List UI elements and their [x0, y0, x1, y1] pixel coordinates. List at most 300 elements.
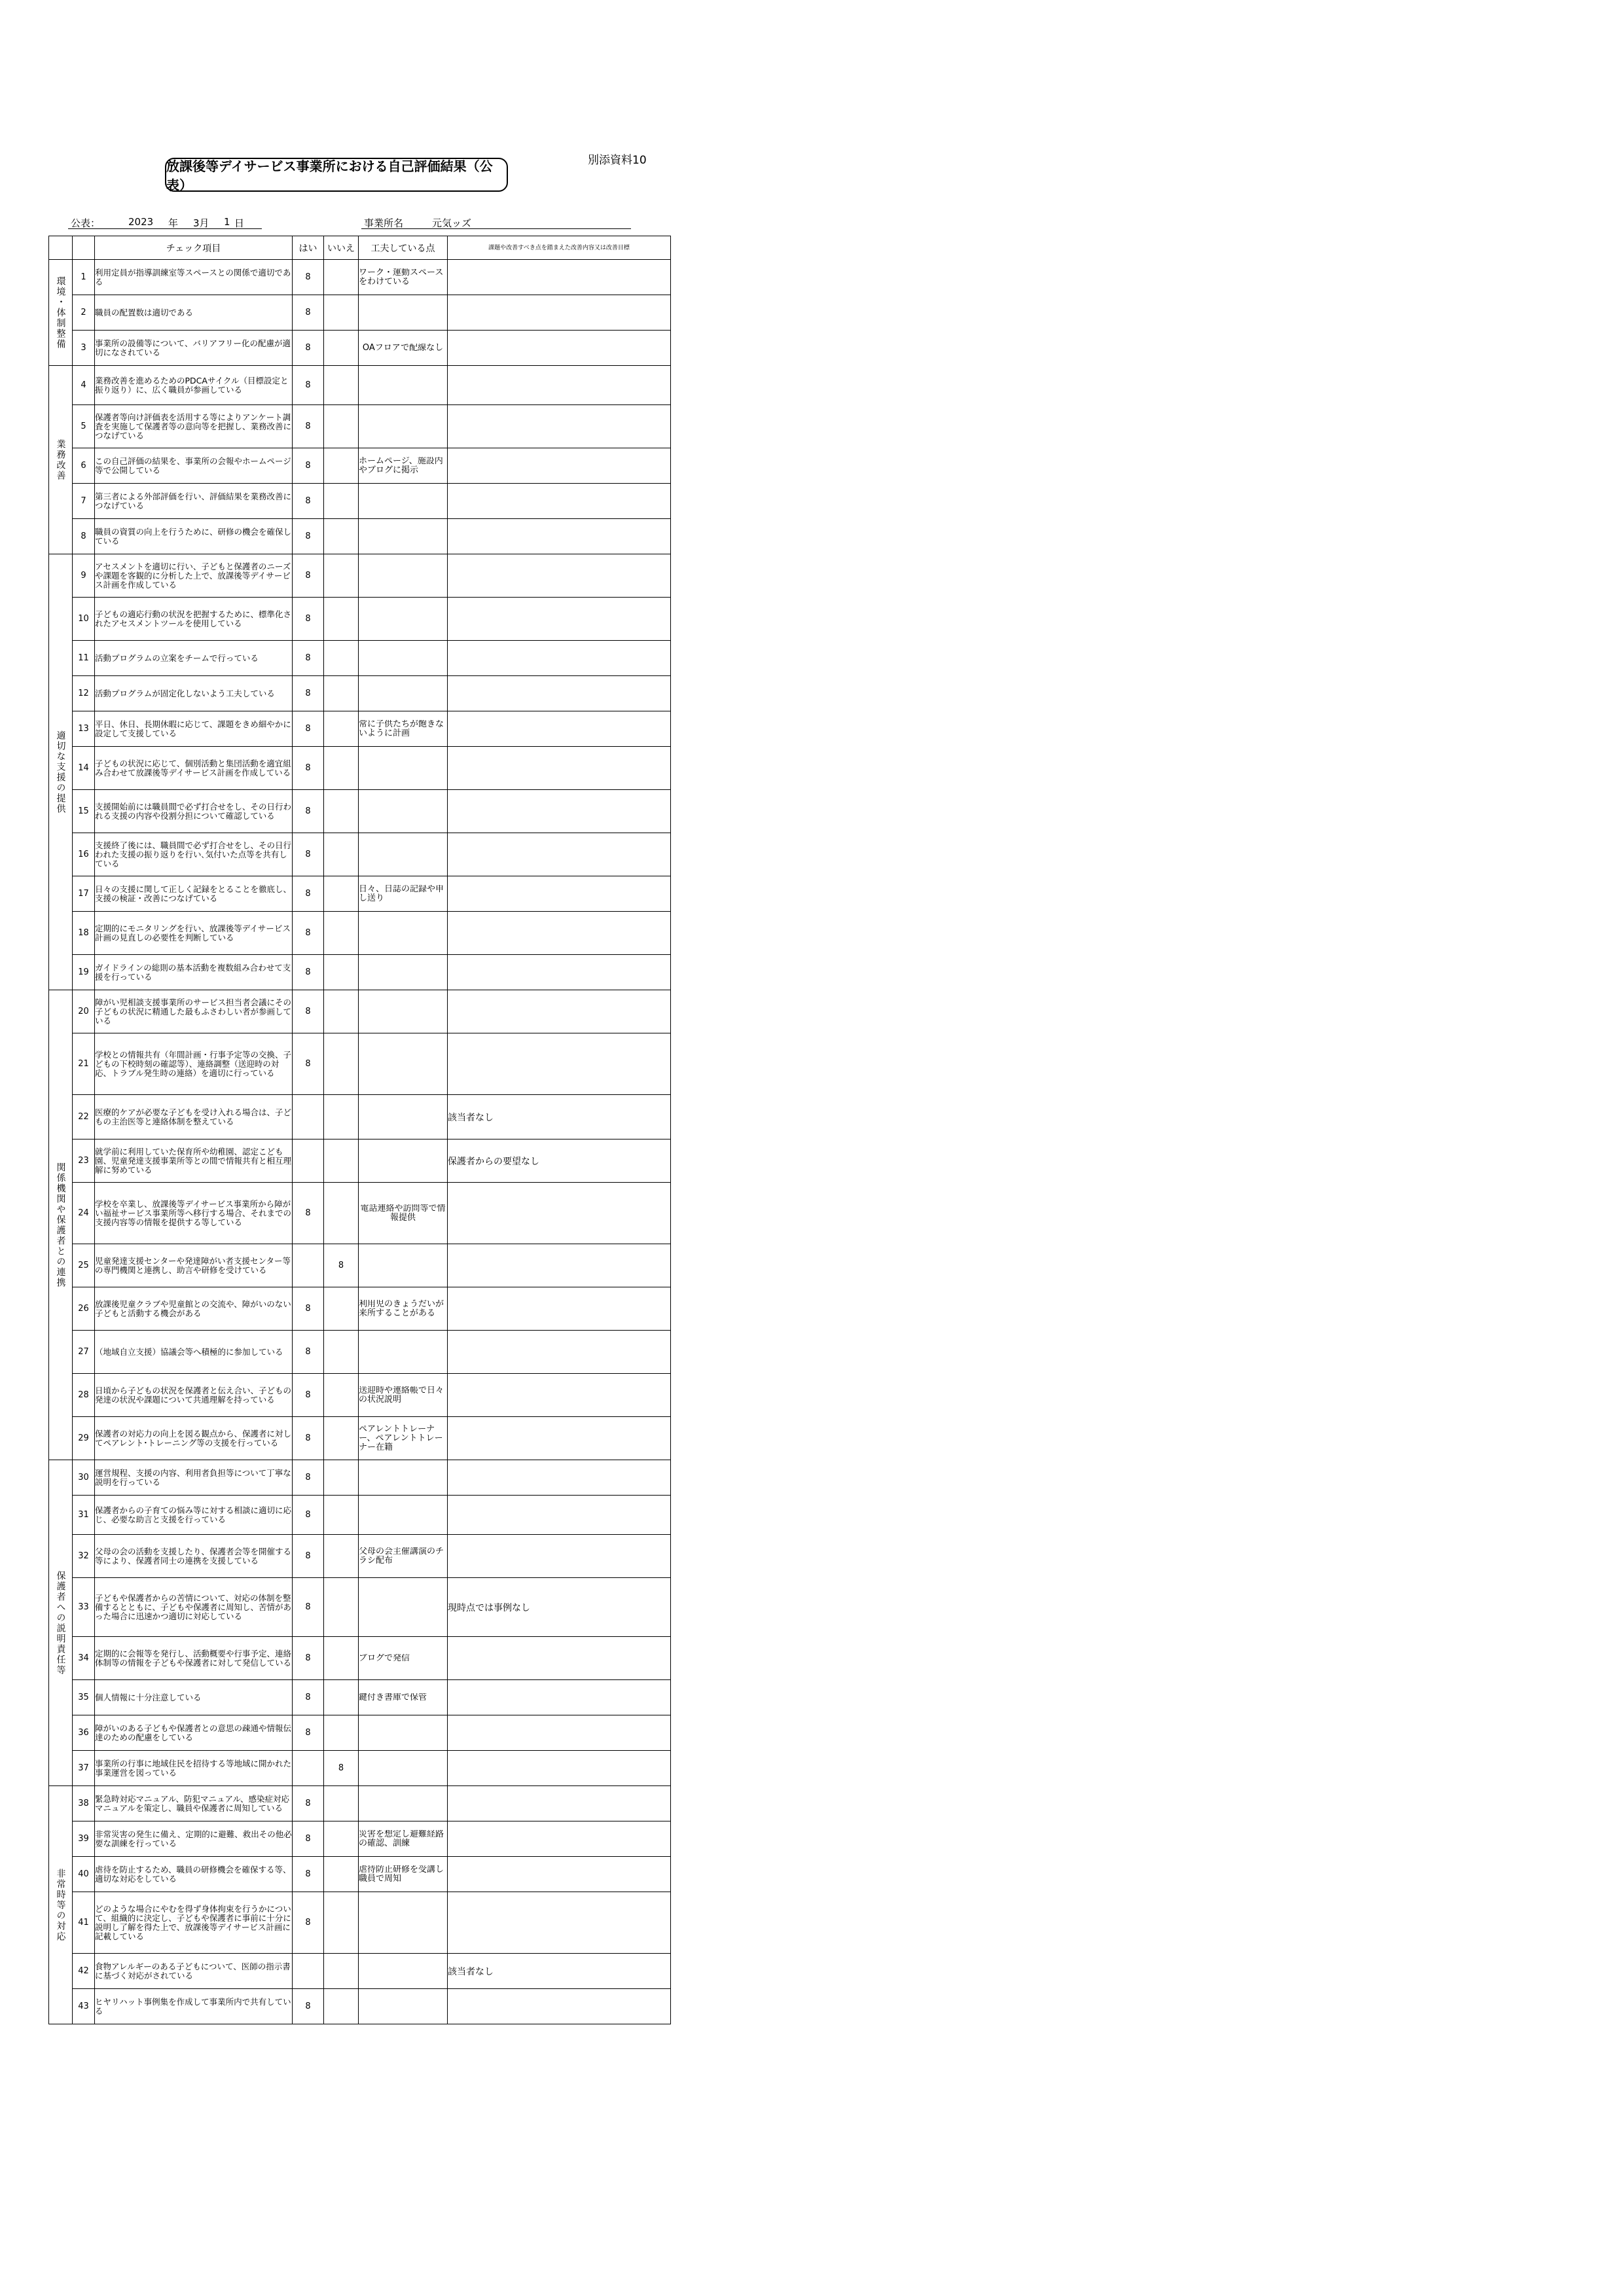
table-row [49, 484, 671, 519]
kufu-text-content: 日々、日誌の記録や申し送り [359, 884, 444, 903]
item-number: 39 [73, 1821, 95, 1857]
kufu-text [359, 1786, 448, 1821]
kufu-text [359, 1374, 448, 1417]
kufu-text [359, 1892, 448, 1954]
no-count [324, 1821, 359, 1857]
check-item-text [95, 833, 293, 876]
issue-text [448, 1821, 671, 1857]
check-item-text [95, 1374, 293, 1417]
item-number: 27 [73, 1331, 95, 1374]
issue-text [448, 955, 671, 990]
check-item-text-content: 事業所の設備等について、バリアフリー化の配慮が適切になされている [95, 338, 291, 357]
check-item-text-content: 子どもや保護者からの苦情について、対応の体制を整備するとともに、子どもや保護者に周知し、苦情があった場合に迅速かつ適切に対応している [95, 1593, 292, 1621]
item-number: 5 [73, 405, 95, 448]
check-item-text [95, 1331, 293, 1374]
kufu-text-content: OAフロアで配線なし [362, 343, 444, 353]
check-item-text-content: 活動プログラムの立案をチームで行っている [95, 653, 259, 663]
table-row [49, 366, 671, 405]
yes-count: 8 [293, 1460, 324, 1496]
no-count [324, 295, 359, 331]
item-number: 16 [73, 833, 95, 876]
check-item-text [95, 1857, 293, 1892]
table-row [49, 641, 671, 676]
no-count [324, 1786, 359, 1821]
table-row [49, 711, 671, 747]
no-count [324, 1535, 359, 1578]
check-item-text [95, 1033, 293, 1095]
kufu-text [359, 1578, 448, 1637]
check-item-text-content: 事業所の行事に地域住民を招待する等地域に開かれた事業運営を図っている [95, 1759, 292, 1778]
issue-text: 該当者なし [448, 1954, 671, 1989]
table-row [49, 676, 671, 711]
yes-count [293, 1751, 324, 1786]
item-number: 7 [73, 484, 95, 519]
no-count [324, 331, 359, 366]
yes-count: 8 [293, 912, 324, 955]
issue-text [448, 1331, 671, 1374]
issue-text [448, 676, 671, 711]
item-number: 2 [73, 295, 95, 331]
kufu-text-content: ワーク・運動スペースをわけている [359, 268, 444, 287]
no-count [324, 405, 359, 448]
category-label: 関係機関や保護者との連携 [49, 990, 73, 1460]
table-row [49, 955, 671, 990]
item-number: 3 [73, 331, 95, 366]
yes-count: 8 [293, 641, 324, 676]
issue-text [448, 876, 671, 912]
item-number: 21 [73, 1033, 95, 1095]
item-number: 37 [73, 1751, 95, 1786]
check-item-text-content: 学校との情報共有（年間計画・行事予定等の交換、子どもの下校時刻の確認等）、連絡調整（送迎時の対応、トラブル発生時の連絡）を適切に行っている [95, 1050, 292, 1078]
check-item-text [95, 912, 293, 955]
no-count [324, 955, 359, 990]
kufu-text [359, 1417, 448, 1460]
day-unit: 日 [234, 217, 245, 229]
category-label: 非常時等の対応 [49, 1786, 73, 2024]
check-item-text [95, 1892, 293, 1954]
table-row [49, 1821, 671, 1857]
publish-year: 2023 [128, 216, 154, 228]
kufu-text-content: 送迎時や連絡帳で日々の状況説明 [359, 1386, 444, 1405]
check-item-text-content: 保護者等向け評価表を活用する等によりアンケート調査を実施して保護者等の意向等を把握し、業務改善につなげている [95, 412, 292, 440]
issue-text [448, 1287, 671, 1331]
table-row [49, 1460, 671, 1496]
yes-count: 8 [293, 711, 324, 747]
kufu-text [359, 1989, 448, 2024]
item-number: 8 [73, 519, 95, 554]
check-item-text-content: 定期的に会報等を発行し、活動概要や行事予定、連絡体制等の情報を子どもや保護者に対して発信している [95, 1649, 292, 1668]
kufu-text [359, 876, 448, 912]
check-item-text [95, 1786, 293, 1821]
yes-count: 8 [293, 990, 324, 1033]
kufu-text [359, 1033, 448, 1095]
check-item-text-content: 医療的ケアが必要な子どもを受け入れる場合は、子どもの主治医等と連絡体制を整えている [95, 1107, 292, 1126]
item-number: 20 [73, 990, 95, 1033]
yes-count: 8 [293, 1287, 324, 1331]
no-count [324, 990, 359, 1033]
no-count [324, 641, 359, 676]
table-row [49, 1535, 671, 1578]
check-item-text-content: 運営規程、支援の内容、利用者負担等について丁寧な説明を行っている [95, 1468, 291, 1487]
yes-count: 8 [293, 1417, 324, 1460]
item-number: 36 [73, 1715, 95, 1751]
issue-text: 該当者なし [448, 1095, 671, 1139]
no-count [324, 1680, 359, 1715]
no-count [324, 366, 359, 405]
check-item-text-content: 児童発達支援センターや発達障がい者支援センター等の専門機関と連携し、助言や研修を受けている [95, 1256, 291, 1275]
yes-count: 8 [293, 366, 324, 405]
yes-count: 8 [293, 260, 324, 295]
yes-count: 8 [293, 790, 324, 833]
kufu-text [359, 1183, 448, 1244]
no-count [324, 598, 359, 641]
no-count [324, 1095, 359, 1139]
kufu-text [359, 598, 448, 641]
issue-text [448, 641, 671, 676]
check-item-text-content: 保護者からの子育ての悩み等に対する相談に適切に応じ、必要な助言と支援を行っている [95, 1505, 292, 1524]
issue-text [448, 1244, 671, 1287]
kufu-text [359, 1095, 448, 1139]
kufu-text-content: 常に子供たちが飽きないように計画 [359, 719, 444, 738]
yes-count: 8 [293, 1680, 324, 1715]
no-count [324, 1417, 359, 1460]
check-item-text [95, 1680, 293, 1715]
yes-count: 8 [293, 1496, 324, 1535]
no-count [324, 1460, 359, 1496]
kufu-text-content: 虐待防止研修を受講し職員で周知 [359, 1865, 444, 1884]
table-row [49, 1786, 671, 1821]
check-item-text [95, 1578, 293, 1637]
check-item-text [95, 366, 293, 405]
check-item-text [95, 1417, 293, 1460]
kufu-text [359, 331, 448, 366]
check-item-text [95, 260, 293, 295]
issue-text [448, 1535, 671, 1578]
check-item-text-content: 子どもの状況に応じて、個別活動と集団活動を適宜組み合わせて放課後等デイサービス計画を作成している [95, 759, 291, 778]
check-item-text-content: 緊急時対応マニュアル、防犯マニュアル、感染症対応マニュアルを策定し、職員や保護者に周知している [95, 1794, 290, 1813]
kufu-text [359, 1857, 448, 1892]
kufu-text [359, 1954, 448, 1989]
issue-text: 保護者からの要望なし [448, 1139, 671, 1183]
publish-label: 公表： [71, 217, 101, 229]
check-item-text [95, 295, 293, 331]
check-item-text-content: 父母の会の活動を支援したり、保護者会等を開催する等により、保護者同士の連携を支援している [95, 1547, 292, 1566]
check-item-text-content: 食物アレルギーのある子どもについて、医師の指示書に基づく対応がされている [95, 1962, 291, 1981]
publish-month: 3月 [193, 217, 209, 229]
issue-text [448, 747, 671, 790]
issue-text [448, 448, 671, 484]
kufu-text [359, 1460, 448, 1496]
item-number: 32 [73, 1535, 95, 1578]
issue-text [448, 1680, 671, 1715]
table-row [49, 1751, 671, 1786]
check-item-text [95, 598, 293, 641]
yes-count: 8 [293, 676, 324, 711]
annex-label: 別添資料10 [588, 154, 647, 167]
issue-text [448, 1374, 671, 1417]
header-number-cell [73, 236, 95, 260]
check-item-text [95, 448, 293, 484]
table-row [49, 1374, 671, 1417]
issue-text [448, 1183, 671, 1244]
table-row [49, 876, 671, 912]
item-number: 18 [73, 912, 95, 955]
kufu-text [359, 955, 448, 990]
check-item-text-content: 日々の支援に関して正しく記録をとることを徹底し、支援の検証・改善につなげている [95, 884, 292, 903]
issue-text [448, 1751, 671, 1786]
item-number: 26 [73, 1287, 95, 1331]
check-item-text [95, 676, 293, 711]
item-number: 12 [73, 676, 95, 711]
kufu-text [359, 990, 448, 1033]
kufu-text [359, 1680, 448, 1715]
item-number: 10 [73, 598, 95, 641]
check-item-text-content: 定期的にモニタリングを行い、放課後等デイサービス計画の見直しの必要性を判断している [95, 924, 291, 942]
item-number: 4 [73, 366, 95, 405]
no-count [324, 1954, 359, 1989]
table-row [49, 1417, 671, 1460]
issue-text [448, 833, 671, 876]
item-number: 9 [73, 554, 95, 598]
item-number: 41 [73, 1892, 95, 1954]
check-item-text-content: ガイドラインの総則の基本活動を複数組み合わせて支援を行っている [95, 963, 291, 982]
yes-count: 8 [293, 1857, 324, 1892]
table-row [49, 1715, 671, 1751]
item-number: 31 [73, 1496, 95, 1535]
check-item-text [95, 554, 293, 598]
yes-count [293, 1139, 324, 1183]
table-row [49, 1033, 671, 1095]
kufu-text [359, 448, 448, 484]
check-item-text-content: この自己評価の結果を、事業所の会報やホームページ等で公開している [95, 456, 291, 475]
no-count [324, 1331, 359, 1374]
check-item-text-content: 個人情報に十分注意している [95, 1693, 202, 1702]
issue-text [448, 990, 671, 1033]
issue-text [448, 1989, 671, 2024]
kufu-text [359, 1637, 448, 1680]
no-count [324, 484, 359, 519]
publish-date-underline [68, 228, 262, 229]
check-item-text [95, 876, 293, 912]
table-row [49, 1287, 671, 1331]
header-no: いいえ [324, 236, 359, 260]
check-item-text [95, 1637, 293, 1680]
kufu-text-content: 電話連絡や訪問等で情報提供 [360, 1204, 446, 1223]
kufu-text [359, 405, 448, 448]
check-item-text-content: アセスメントを適切に行い、子どもと保護者のニーズや課題を客観的に分析した上で、放課後等デイサービス計画を作成している [95, 562, 291, 590]
yes-count: 8 [293, 1821, 324, 1857]
kufu-text-content: 鍵付き書庫で保管 [359, 1693, 427, 1702]
item-number: 42 [73, 1954, 95, 1989]
check-item-text [95, 1751, 293, 1786]
kufu-text [359, 1244, 448, 1287]
item-number: 34 [73, 1637, 95, 1680]
check-item-text-content: どのような場合にやむを得ず身体拘束を行うかについて、組織的に決定し、子どもや保護者に事前に十分に説明し了解を得た上で、放課後等デイサービス計画に記載している [95, 1904, 291, 1941]
table-row [49, 1095, 671, 1139]
table-row [49, 1496, 671, 1535]
kufu-text [359, 1139, 448, 1183]
yes-count [293, 1095, 324, 1139]
no-count [324, 833, 359, 876]
publish-day: 1 [224, 216, 230, 228]
check-item-text [95, 1095, 293, 1139]
yes-count: 8 [293, 598, 324, 641]
check-item-text [95, 1460, 293, 1496]
issue-text [448, 912, 671, 955]
check-item-text-content: 子どもの適応行動の状況を把握するために、標準化されたアセスメントツールを使用している [95, 609, 292, 628]
issue-text [448, 295, 671, 331]
issue-text [448, 1460, 671, 1496]
check-item-text [95, 1287, 293, 1331]
check-item-text-content: 学校を卒業し、放課後等デイサービス事業所から障がい福祉サービス事業所等へ移行する場合、それまでの支援内容等の情報を提供する等している [95, 1199, 292, 1227]
table-row [49, 833, 671, 876]
yes-count: 8 [293, 448, 324, 484]
item-number: 33 [73, 1578, 95, 1637]
issue-text [448, 1786, 671, 1821]
yes-count: 8 [293, 1637, 324, 1680]
category-label: 業務改善 [49, 366, 73, 554]
item-number: 35 [73, 1680, 95, 1715]
no-count [324, 1496, 359, 1535]
kufu-text [359, 833, 448, 876]
table-row [49, 331, 671, 366]
no-count [324, 1033, 359, 1095]
check-item-text [95, 1954, 293, 1989]
kufu-text [359, 1535, 448, 1578]
kufu-text [359, 295, 448, 331]
issue-text: 現時点では事例なし [448, 1578, 671, 1637]
kufu-text [359, 1496, 448, 1535]
item-number: 1 [73, 260, 95, 295]
table-row [49, 1244, 671, 1287]
yes-count: 8 [293, 747, 324, 790]
check-item-text [95, 519, 293, 554]
item-number: 28 [73, 1374, 95, 1417]
kufu-text [359, 711, 448, 747]
item-number: 38 [73, 1786, 95, 1821]
item-number: 25 [73, 1244, 95, 1287]
issue-text [448, 554, 671, 598]
check-item-text [95, 711, 293, 747]
yes-count: 8 [293, 876, 324, 912]
table-row [49, 1578, 671, 1637]
kufu-text [359, 260, 448, 295]
category-label: 適切な支援の提供 [49, 554, 73, 990]
table-row [49, 1989, 671, 2024]
issue-text [448, 711, 671, 747]
no-count [324, 260, 359, 295]
year-unit: 年 [168, 217, 179, 229]
table-row [49, 448, 671, 484]
yes-count: 8 [293, 955, 324, 990]
kufu-text-content: 父母の会主催講演のチラシ配布 [359, 1547, 444, 1566]
kufu-text [359, 641, 448, 676]
check-item-text [95, 331, 293, 366]
item-number: 13 [73, 711, 95, 747]
table-row [49, 1139, 671, 1183]
issue-text [448, 790, 671, 833]
header-check-item: チェック項目 [95, 236, 293, 260]
item-number: 6 [73, 448, 95, 484]
issue-text [448, 1417, 671, 1460]
no-count [324, 912, 359, 955]
yes-count [293, 1244, 324, 1287]
no-count: 8 [324, 1244, 359, 1287]
table-row [49, 1680, 671, 1715]
kufu-text-content: 利用児のきょうだいが来所することがある [359, 1299, 444, 1318]
office-label: 事業所名 [364, 217, 404, 229]
check-item-text-content: 業務改善を進めるためのPDCAサイクル（目標設定と振り返り）に、広く職員が参画している [95, 376, 289, 395]
yes-count: 8 [293, 519, 324, 554]
no-count [324, 519, 359, 554]
no-count [324, 448, 359, 484]
kufu-text-content: ペアレントトレーナー、ペアレントトレーナー在籍 [359, 1424, 443, 1452]
table-row [49, 990, 671, 1033]
check-item-text-content: 非常災害の発生に備え、定期的に避難、救出その他必要な訓練を行っている [95, 1829, 292, 1848]
issue-text [448, 1496, 671, 1535]
no-count [324, 1287, 359, 1331]
table-row [49, 1637, 671, 1680]
check-item-text [95, 1183, 293, 1244]
header-yes: はい [293, 236, 324, 260]
check-item-text-content: 職員の配置数は適切である [95, 308, 194, 317]
no-count [324, 1857, 359, 1892]
no-count [324, 1637, 359, 1680]
check-item-text [95, 1139, 293, 1183]
kufu-text [359, 1751, 448, 1786]
check-item-text-content: 障がい児相談支援事業所のサービス担当者会議にその子どもの状況に精通した最もふさわしい者が参画している [95, 997, 292, 1026]
table-row [49, 260, 671, 295]
item-number: 30 [73, 1460, 95, 1496]
issue-text [448, 1715, 671, 1751]
table-row [49, 912, 671, 955]
kufu-text [359, 1287, 448, 1331]
yes-count: 8 [293, 1578, 324, 1637]
office-name: 元気ッズ [432, 217, 472, 229]
table-row [49, 554, 671, 598]
item-number: 14 [73, 747, 95, 790]
issue-text [448, 598, 671, 641]
yes-count: 8 [293, 295, 324, 331]
check-item-text [95, 1244, 293, 1287]
table-row [49, 790, 671, 833]
table-row [49, 1892, 671, 1954]
yes-count: 8 [293, 1892, 324, 1954]
table-row [49, 405, 671, 448]
header-kufu: 工夫している点 [359, 236, 448, 260]
yes-count: 8 [293, 833, 324, 876]
yes-count: 8 [293, 1033, 324, 1095]
check-item-text-content: 放課後児童クラブや児童館との交流や、障がいのない子どもと活動する機会がある [95, 1299, 291, 1318]
check-item-text [95, 955, 293, 990]
check-item-text-content: 職員の資質の向上を行うために、研修の機会を確保している [95, 527, 292, 546]
table-row [49, 295, 671, 331]
check-item-text-content: 障がいのある子どもや保護者との意思の疎通や情報伝達のための配慮をしている [95, 1723, 292, 1742]
category-label: 環境・体制整備 [49, 260, 73, 366]
header-issue: 課題や改善すべき点を踏まえた改善内容又は改善目標 [448, 236, 671, 260]
check-item-text-content: 虐待を防止するため、職員の研修機会を確保する等、適切な対応をしている [95, 1865, 291, 1884]
issue-text [448, 1637, 671, 1680]
item-number: 43 [73, 1989, 95, 2024]
document-title: 放課後等デイサービス事業所における自己評価結果（公表） [165, 158, 508, 192]
check-item-text [95, 1715, 293, 1751]
check-item-text [95, 641, 293, 676]
check-item-text [95, 1989, 293, 2024]
kufu-text [359, 1331, 448, 1374]
no-count [324, 1183, 359, 1244]
issue-text [448, 519, 671, 554]
yes-count: 8 [293, 1374, 324, 1417]
